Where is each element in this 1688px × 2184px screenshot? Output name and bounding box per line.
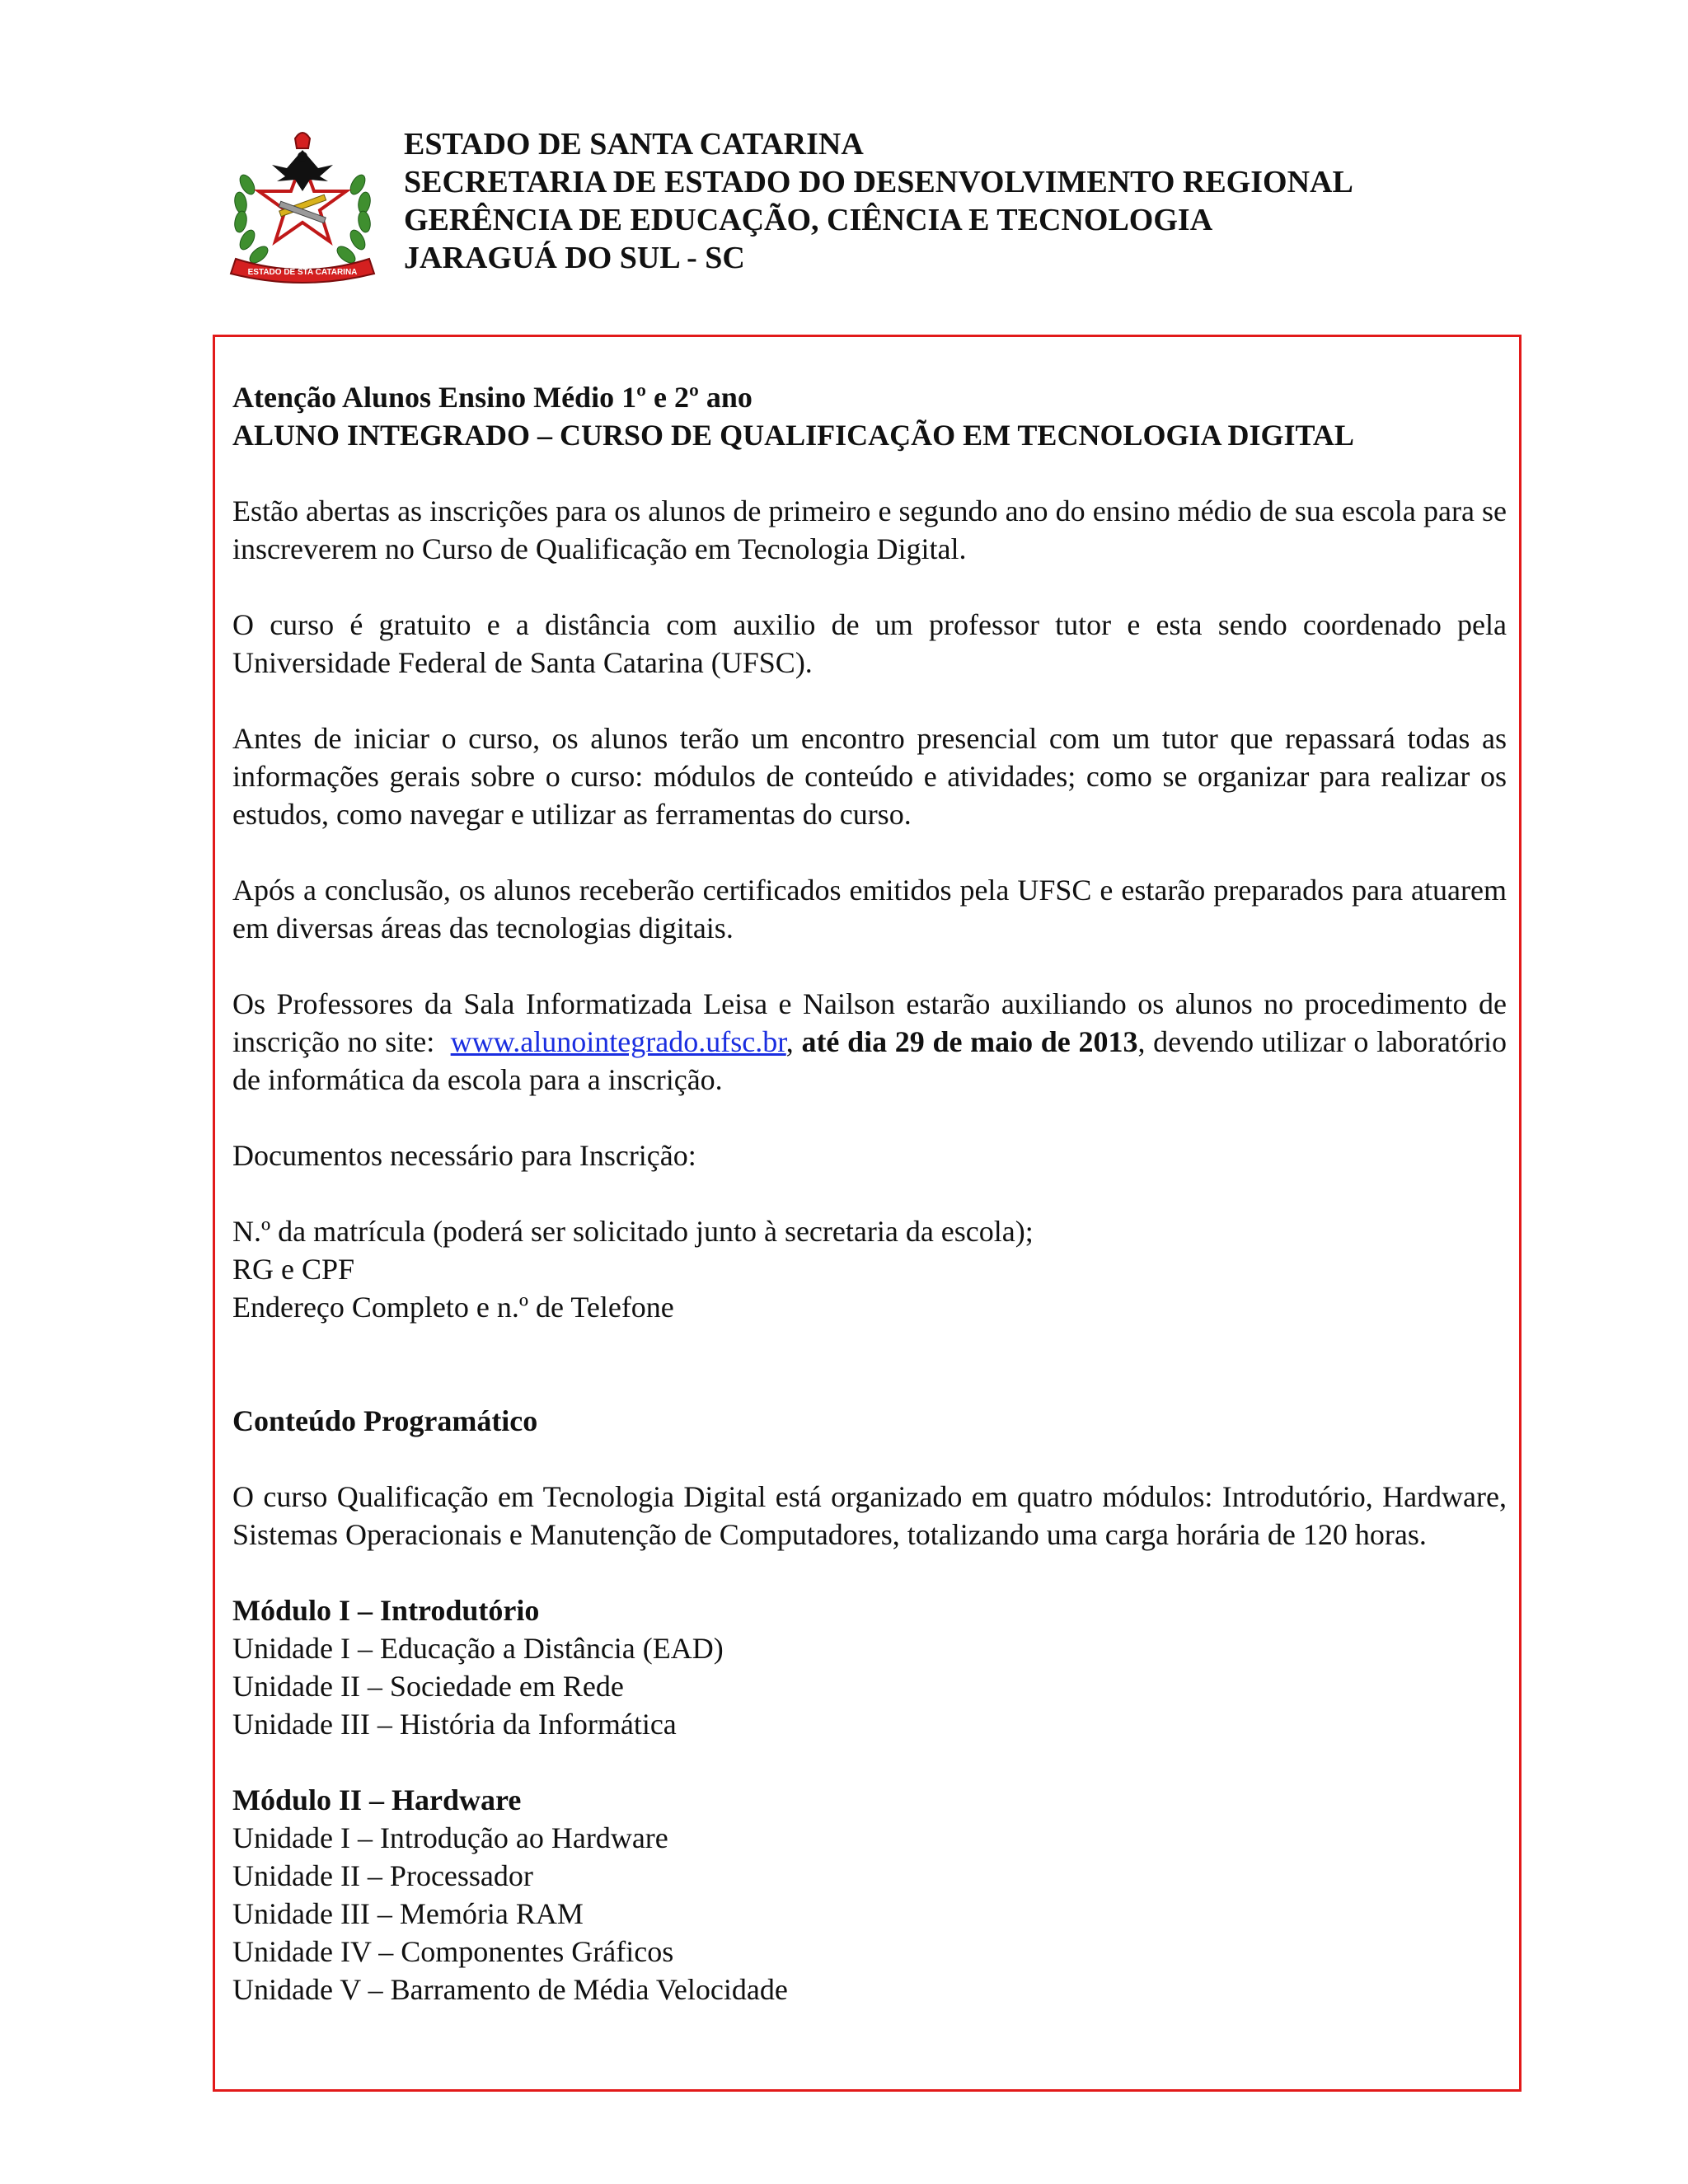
notice-title-line1: Atenção Alunos Ensino Médio 1º e 2º ano [232, 381, 753, 414]
crest-ribbon-text: ESTADO DE STA CATARINA [247, 268, 358, 277]
registration-text-after: , devendo utilizar o laboratório de informática da escola para a inscrição. [232, 1025, 1507, 1096]
module-title: Módulo I – Introdutório [232, 1594, 540, 1627]
registration-site-link[interactable]: www.alunointegrado.ufsc.br [450, 1025, 786, 1058]
module-title: Módulo II – Hardware [232, 1783, 522, 1816]
paragraph-enrollment-open: Estão abertas as inscrições para os alunos de primeiro e segundo ano do ensino médio de sua escola para se inscreverem no Curso de Qualificação em Tecnologia Digital. [232, 494, 1507, 565]
paragraph-meeting: Antes de iniciar o curso, os alunos terão um encontro presencial com um tutor que repassará todas as informações gerais sobre o curso: módulos de conteúdo e atividades; como se organizar para realizar os estudos, como navegar e utilizar as ferramentas do curso. [232, 722, 1507, 831]
document-item: Endereço Completo e n.º de Telefone [232, 1291, 674, 1324]
program-title: Conteúdo Programático [232, 1404, 538, 1437]
letterhead [229, 125, 1465, 290]
program-intro: O curso Qualificação em Tecnologia Digital está organizado em quatro módulos: Introdutório, Hardware, Sistemas Operacionais e Manutenção de Computadores, totalizando uma carga horária de 120 horas. [232, 1480, 1507, 1551]
letterhead-text [404, 125, 1353, 277]
notice-box [213, 335, 1522, 2092]
notice-content [232, 378, 1507, 2008]
paragraph-certificates: Após a conclusão, os alunos receberão certificados emitidos pela UFSC e estarão preparados para atuarem em diversas áreas das tecnologias digitais. [232, 874, 1507, 944]
header-line-management: GERÊNCIA DE EDUCAÇÃO, CIÊNCIA E TECNOLOGIA [404, 203, 1213, 237]
module-unit: Unidade V – Barramento de Média Velocidade [232, 1973, 788, 2006]
paragraph-registration [232, 985, 1507, 1099]
document-item: N.º da matrícula (poderá ser solicitado junto à secretaria da escola); [232, 1215, 1034, 1248]
notice-title-line2: ALUNO INTEGRADO – CURSO DE QUALIFICAÇÃO EM TECNOLOGIA DIGITAL [232, 419, 1354, 452]
module-unit: Unidade II – Sociedade em Rede [232, 1670, 624, 1703]
paragraph-free-course: O curso é gratuito e a distância com auxilio de um professor tutor e esta sendo coordenado pela Universidade Federal de Santa Catarina (UFSC). [232, 608, 1507, 679]
registration-deadline: até dia 29 de maio de 2013 [801, 1025, 1138, 1058]
module-unit: Unidade II – Processador [232, 1859, 533, 1892]
module-unit: Unidade I – Introdução ao Hardware [232, 1821, 668, 1854]
documents-title: Documentos necessário para Inscrição: [232, 1139, 696, 1172]
header-line-city: JARAGUÁ DO SUL - SC [404, 241, 745, 275]
registration-comma: , [785, 1025, 794, 1058]
registration-text-before: Os Professores da Sala Informatizada Leisa e Nailson estarão auxiliando os alunos no procedimento de inscrição no site: [232, 987, 1507, 1058]
header-line-secretariat: SECRETARIA DE ESTADO DO DESENVOLVIMENTO REGIONAL [404, 165, 1353, 199]
module-unit: Unidade IV – Componentes Gráficos [232, 1935, 674, 1968]
module-unit: Unidade III – História da Informática [232, 1708, 677, 1741]
document-item: RG e CPF [232, 1253, 355, 1286]
header-line-state: ESTADO DE SANTA CATARINA [404, 127, 864, 162]
module-unit: Unidade I – Educação a Distância (EAD) [232, 1632, 724, 1665]
module-unit: Unidade III – Memória RAM [232, 1897, 584, 1930]
santa-catarina-coat-of-arms-icon [229, 127, 376, 284]
